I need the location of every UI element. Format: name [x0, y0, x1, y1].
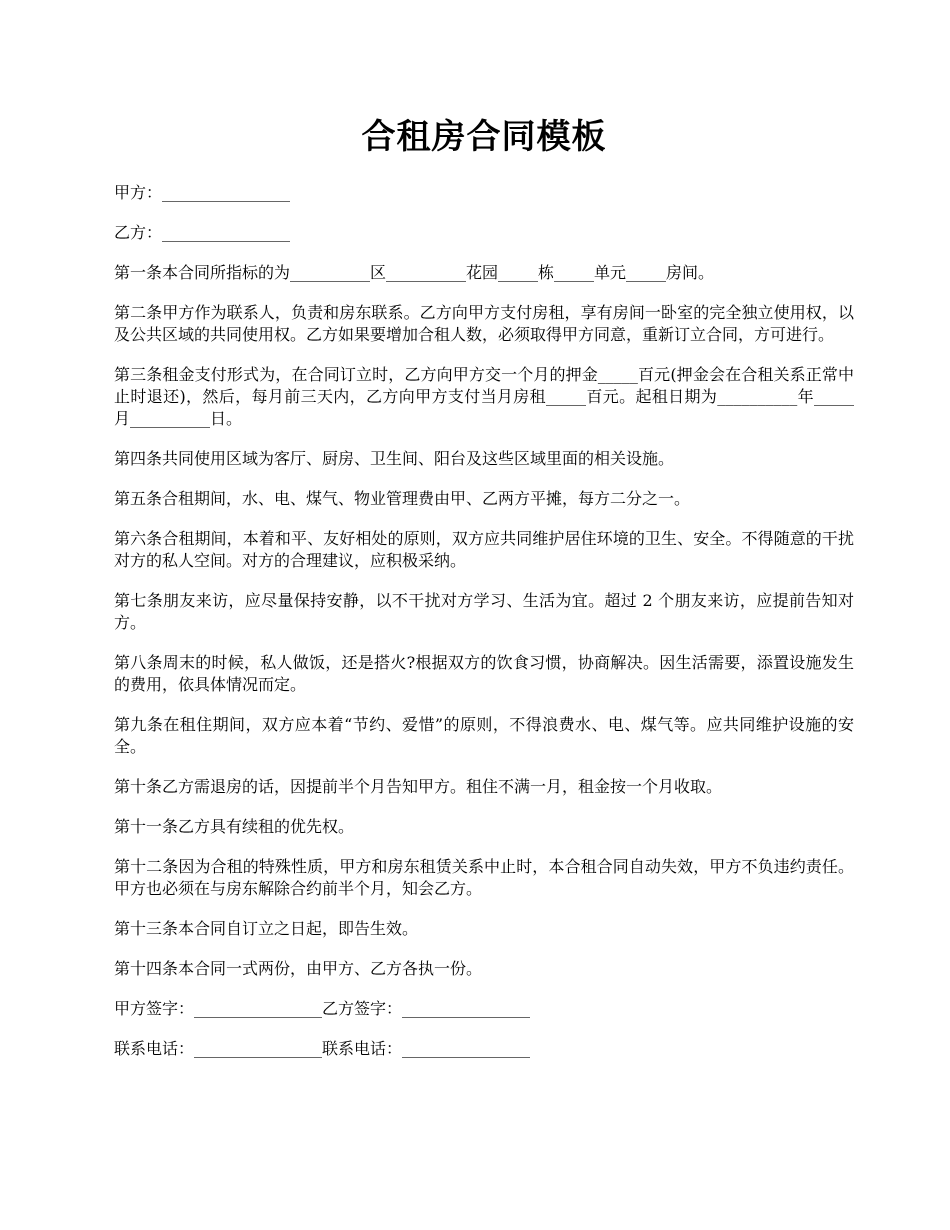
- signature-line: 甲方签字：________________乙方签字：________________: [114, 999, 531, 1018]
- party-b-line: 乙方：________________: [114, 223, 291, 242]
- document-page: [114, 112, 854, 1078]
- article-14: 第十四条本合同一式两份，由甲方、乙方各执一份。: [114, 959, 483, 978]
- article-5: 第五条合租期间，水、电、煤气、物业管理费由甲、乙两方平摊，每方二分之一。: [114, 489, 691, 508]
- article-8: 第八条周末的时候，私人做饭，还是搭火?根据双方的饮食习惯，协商解决。因生活需要，添置设施发生的费用，依具体情况而定。: [114, 653, 854, 694]
- article-4: 第四条共同使用区域为客厅、厨房、卫生间、阳台及这些区域里面的相关设施。: [114, 449, 675, 468]
- party-a-line: 甲方：________________: [114, 183, 291, 202]
- document-title: 合租房合同模板: [361, 117, 607, 157]
- article-12: 第十二条因为合租的特殊性质，甲方和房东租赁关系中止时，本合租合同自动失效，甲方不负违约责任。甲方也必须在与房东解除合约前半个月，知会乙方。: [114, 857, 854, 898]
- article-2: 第二条甲方作为联系人，负责和房东联系。乙方向甲方支付房租，享有房间一卧室的完全独立使用权，以及公共区域的共同使用权。乙方如果要增加合租人数，必须取得甲方同意，重新订立合同，方可进行。: [114, 303, 854, 344]
- article-1: 第一条本合同所指标的为__________区__________花园_____栋_____单元_____房间。: [114, 263, 715, 282]
- article-7: 第七条朋友来访，应尽量保持安静，以不干扰对方学习、生活为宜。超过 2 个朋友来访，应提前告知对方。: [114, 591, 854, 632]
- article-3: 第三条租金支付形式为，在合同订立时，乙方向甲方交一个月的押金_____百元(押金会在合租关系正常中止时退还)，然后，每月前三天内，乙方向甲方支付当月房租_____百元。起租日期为__________年_____月__________日。: [114, 365, 854, 428]
- article-11: 第十一条乙方具有续租的优先权。: [114, 817, 355, 836]
- article-9: 第九条在租住期间，双方应本着“节约、爱惜”的原则，不得浪费水、电、煤气等。应共同维护设施的安全。: [114, 715, 854, 756]
- article-10: 第十条乙方需退房的话，因提前半个月告知甲方。租住不满一月，租金按一个月收取。: [114, 777, 723, 796]
- article-6: 第六条合租期间，本着和平、友好相处的原则，双方应共同维护居住环境的卫生、安全。不得随意的干扰对方的私人空间。对方的合理建议，应积极采纳。: [114, 529, 854, 570]
- article-13: 第十三条本合同自订立之日起，即告生效。: [114, 919, 419, 938]
- contact-phone-line: 联系电话：________________联系电话：________________: [114, 1039, 531, 1058]
